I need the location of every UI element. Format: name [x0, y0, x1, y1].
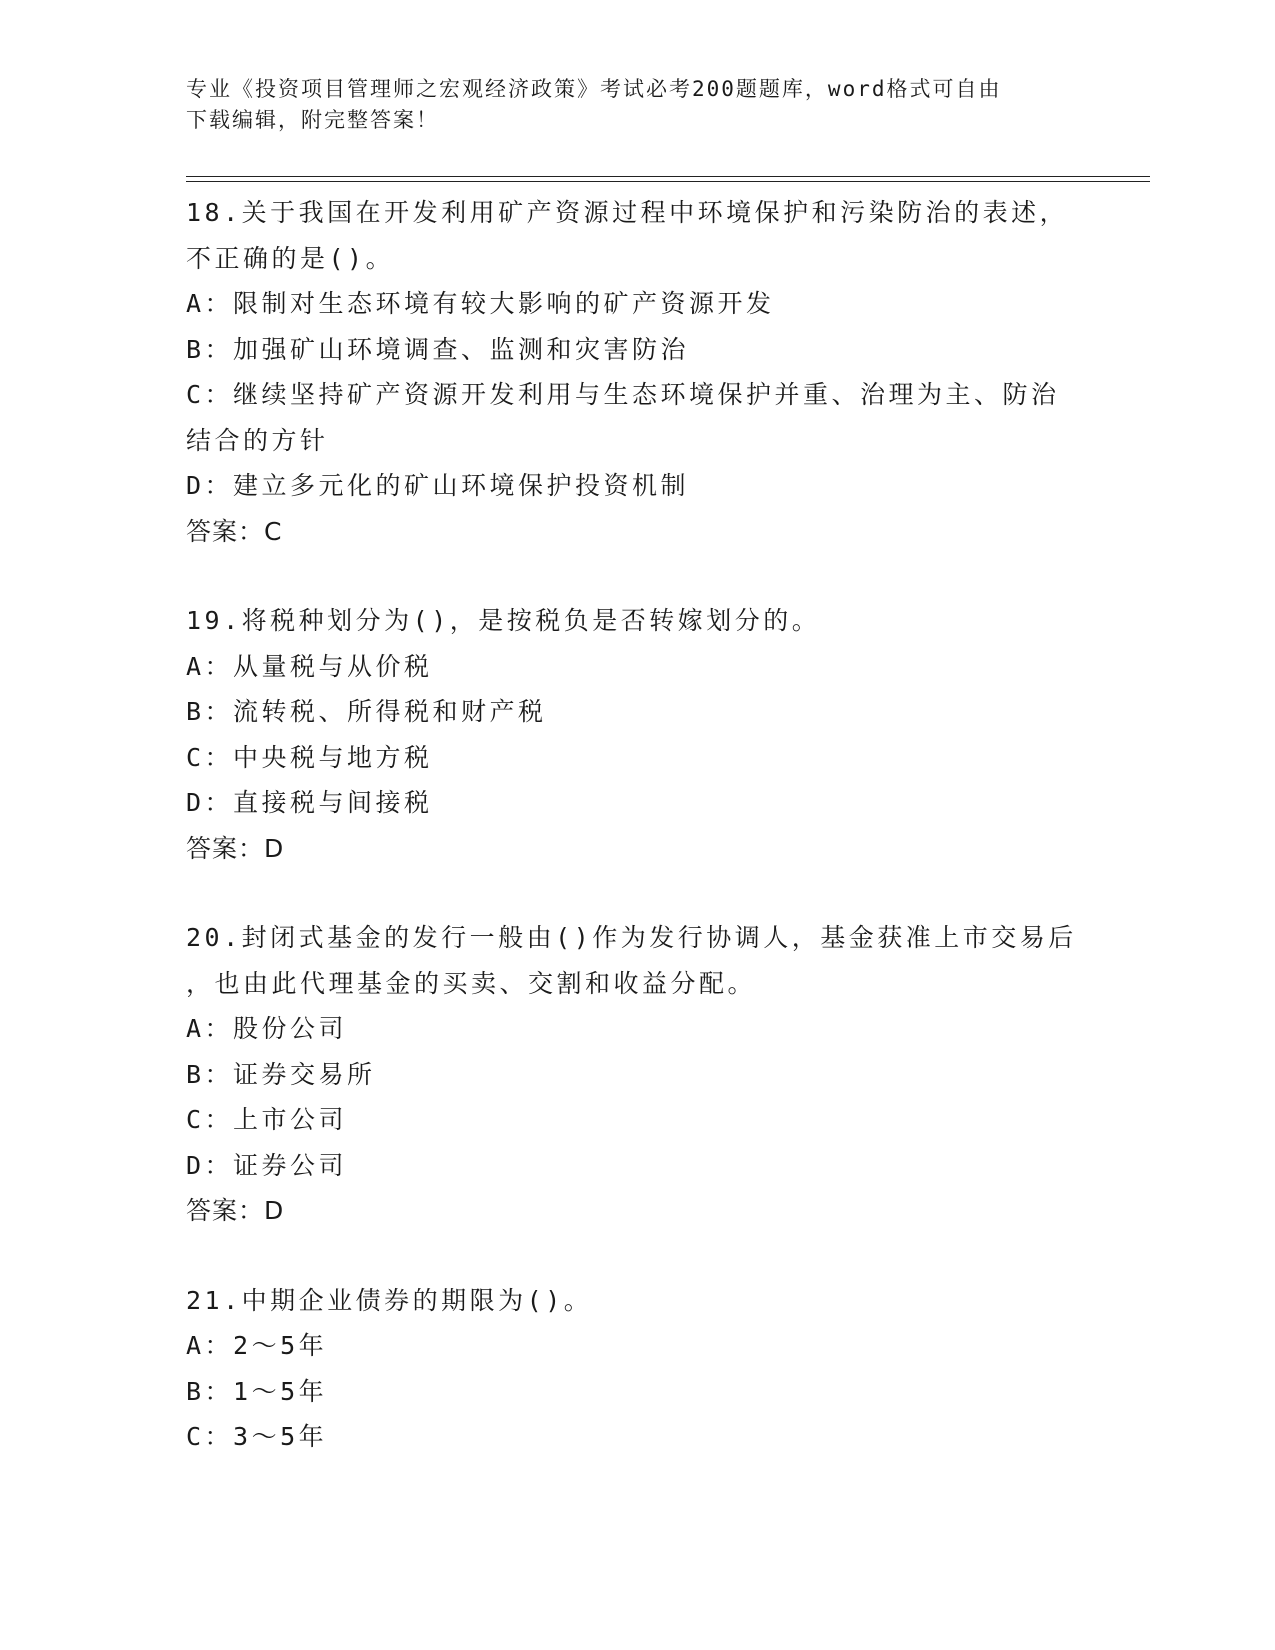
question-stem-line: 不正确的是()。	[186, 243, 395, 273]
option-c: C：3～5年	[186, 1422, 328, 1451]
option-d: D：建立多元化的矿山环境保护投资机制	[186, 471, 690, 500]
answer: 答案：D	[186, 833, 285, 863]
question-20	[186, 915, 1086, 1234]
question-stem-line: 20.封闭式基金的发行一般由()作为发行协调人，基金获准上市交易后	[186, 923, 1077, 952]
option-b: B：证券交易所	[186, 1059, 376, 1089]
option-b: B：流转税、所得税和财产税	[186, 697, 547, 726]
question-21	[186, 1278, 1086, 1460]
option-c-continuation: 结合的方针	[186, 425, 329, 455]
option-a: A：从量税与从价税	[186, 651, 433, 681]
header-rule-top	[186, 176, 1150, 177]
question-list	[186, 190, 1086, 1460]
option-a: A：限制对生态环境有较大影响的矿产资源开发	[186, 289, 775, 318]
header-rule-bottom	[186, 181, 1150, 182]
answer: 答案：C	[186, 516, 283, 546]
option-a: A：股份公司	[186, 1014, 348, 1043]
option-c: C：中央税与地方税	[186, 742, 433, 772]
option-c: C：上市公司	[186, 1105, 348, 1134]
option-b: B：1～5年	[186, 1376, 328, 1406]
option-a: A：2～5年	[186, 1331, 328, 1360]
question-stem-line: 21.中期企业债券的期限为()。	[186, 1285, 593, 1315]
question-stem-line: ，也由此代理基金的买卖、交割和收益分配。	[186, 968, 757, 998]
header-line-2: 下载编辑，附完整答案！	[186, 108, 439, 132]
question-stem-line: 19.将税种划分为()，是按税负是否转嫁划分的。	[186, 606, 821, 635]
document-header	[186, 74, 1086, 136]
option-b: B：加强矿山环境调查、监测和灾害防治	[186, 334, 690, 364]
question-stem-line: 18.关于我国在开发利用矿产资源过程中环境保护和污染防治的表述，	[186, 198, 1069, 227]
option-c: C：继续坚持矿产资源开发利用与生态环境保护并重、治理为主、防治	[186, 380, 1060, 409]
question-18	[186, 190, 1086, 554]
option-d: D：直接税与间接税	[186, 788, 433, 817]
option-d: D：证券公司	[186, 1150, 348, 1180]
question-19	[186, 598, 1086, 871]
header-line-1: 专业《投资项目管理师之宏观经济政策》考试必考200题题库，word格式可自由	[186, 77, 1002, 101]
answer: 答案：D	[186, 1196, 285, 1225]
